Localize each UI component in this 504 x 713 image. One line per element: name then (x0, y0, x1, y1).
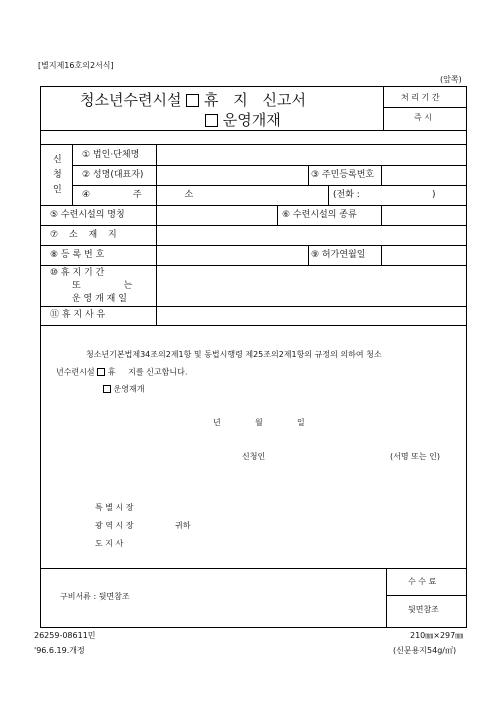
date-day: 일 (297, 418, 305, 427)
location-field[interactable] (157, 226, 466, 244)
paper-size: 210㎜×297㎜ (410, 631, 464, 640)
facility-name-field[interactable] (157, 206, 276, 224)
resident-no-field[interactable] (382, 166, 466, 184)
required-docs-label: 구비서류 : 뒷면참조 (60, 592, 130, 601)
person-name-field[interactable] (157, 166, 307, 184)
period-label-line1: ⑩ 휴 지 기 간 (50, 268, 105, 278)
form-title: 청소년수련시설 휴 지 신고서 (80, 91, 306, 109)
revision-date: '96.6.19.개정 (34, 646, 85, 655)
permit-date-field[interactable] (382, 246, 466, 264)
recipient-special-city: 특 별 시 장 (95, 503, 134, 512)
declaration-line2: 년수련시설 휴 지를 신고합니다. (56, 367, 188, 377)
registration-no-label: ⑧ 등 록 번 호 (50, 250, 105, 260)
location-label: ⑦ 소 재 지 (50, 230, 117, 240)
address-field[interactable] (157, 186, 327, 204)
registration-no-field[interactable] (157, 246, 307, 264)
processing-period-label: 처 리 기 간 (401, 93, 440, 102)
applicant-sign-label: 신청인 (242, 452, 266, 461)
recipient-province: 도 지 사 (95, 539, 124, 548)
signature-hint: (서명 또는 인) (390, 452, 440, 461)
period-field[interactable] (157, 266, 466, 305)
fee-label: 수 수 료 (408, 577, 437, 586)
checkbox-operation[interactable] (205, 114, 218, 127)
recipient-suffix: 귀하 (175, 521, 191, 530)
facility-type-field[interactable] (382, 206, 466, 224)
permit-date-label: ⑨ 허가연월일 (311, 250, 366, 260)
applicant-group-label-2: 청 (53, 170, 62, 180)
org-name-label: ① 법인·단체명 (82, 150, 140, 160)
reason-label: ⑪ 휴 지 사 유 (50, 310, 106, 320)
processing-period-value: 즉 시 (414, 113, 432, 122)
resident-no-label: ③ 주민등록번호 (311, 170, 375, 180)
facility-type-label: ⑥ 수련시설의 종류 (282, 210, 357, 220)
date-month: 월 (255, 418, 263, 427)
paper-type: (신문용지54g/㎡) (393, 646, 457, 655)
recipient-metro-city: 광 역 시 장 (95, 521, 134, 530)
declaration-line1: 청소년기본법제34조의2제1항 및 동법시행령 제25조의2제1항의 규정의 의하여 청소 (86, 350, 382, 359)
checkbox-rest[interactable] (186, 94, 199, 107)
page-side-label: (앞쪽) (440, 75, 462, 84)
facility-name-label: ⑤ 수련시설의 명칭 (50, 210, 125, 220)
form-reference: [별지제16호의2서식] (38, 61, 114, 70)
declaration-checkbox-rest[interactable] (97, 368, 105, 376)
address-label: ④ 주 소 (82, 190, 194, 200)
applicant-group-label-1: 신 (53, 155, 62, 165)
org-name-field[interactable] (157, 145, 466, 164)
period-label-line3: 운 영 개 재 일 (72, 294, 127, 304)
declaration-option: 운영재개 (103, 385, 144, 394)
phone-label: (전화 : (333, 190, 360, 200)
form-subtitle: 운영개재 (205, 113, 281, 128)
date-year: 년 (213, 418, 221, 427)
declaration-checkbox-operation[interactable] (103, 385, 111, 393)
applicant-group-label-3: 인 (53, 185, 62, 195)
person-name-label: ② 성명(대표자) (82, 170, 144, 180)
phone-close: ) (432, 190, 436, 200)
period-label-line2: 또 는 (72, 281, 133, 291)
form-code: 26259-08611민 (34, 631, 96, 640)
reason-field[interactable] (157, 307, 466, 324)
fee-value: 뒷면참조 (408, 605, 439, 614)
